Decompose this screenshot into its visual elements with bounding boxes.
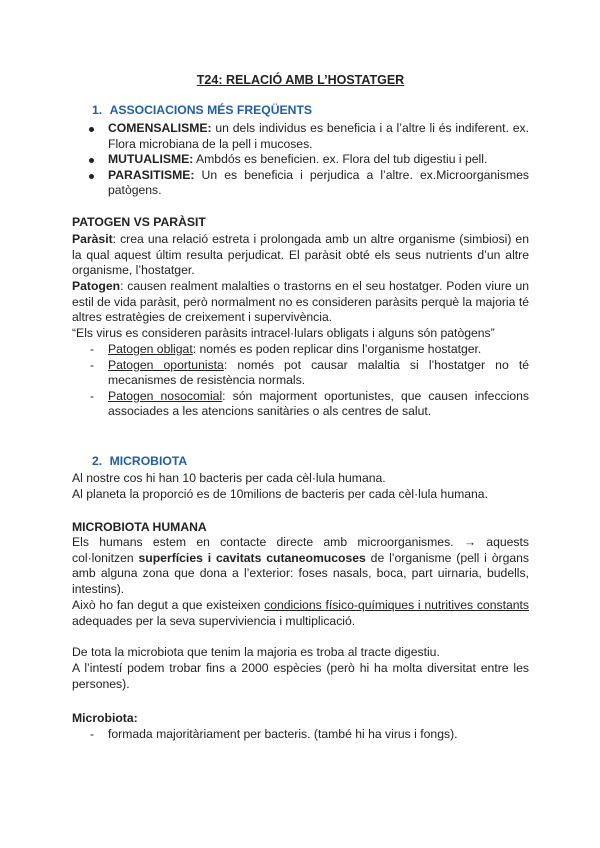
list-item: [72, 342, 529, 358]
parasit-paragraph: [72, 232, 529, 279]
dash-marker: -: [90, 727, 95, 741]
parasit-text: : crea una relació estreta i prolongada amb un altre organisme (simbiosi) en la qual aquest últim resulta perjudicat. El paràsit obté els seus nutrients d’un altre organisme, l’hostatger.: [72, 232, 529, 277]
underlined-term: condicions físico-químiques i nutritives constants: [264, 598, 530, 612]
page-title: T24: RELACIÓ AMB L’HOSTATGER: [196, 73, 405, 87]
list-item: [72, 168, 529, 199]
associations-list: [72, 121, 529, 199]
virus-quote: “Els virus es consideren paràsits intracel·lulars obligats i alguns són patògens”: [72, 326, 495, 340]
patogen-paragraph: [72, 279, 529, 326]
section1-title: ASSOCIACIONS MÉS FREQÜENTS: [109, 103, 313, 117]
section2-line1: Al nostre cos hi han 10 bacteris per cada cèl·lula humana.: [72, 471, 386, 485]
bullet-icon: [89, 168, 94, 184]
list-item: [72, 121, 529, 152]
dash-marker: -: [90, 357, 95, 372]
dash-marker: -: [90, 388, 95, 403]
section2-line2: Al planeta la proporció es de 10milions de bacteris per cada cèl·lula humana.: [72, 487, 488, 501]
humana-paragraph-4: A l’intestí podem trobar fins a 2000 espècies (però hi ha molta diversitat entre les persones).: [72, 661, 529, 691]
list-item-text: Un es beneficia i perjudica a l’altre. ex.Microorganismes patògens.: [108, 167, 529, 197]
section1-number: 1.: [92, 103, 103, 117]
list-item: [72, 389, 529, 420]
list-item-text: : són majorment oportunistes, que causen infeccions associades a les atencions sanitàries o als centres de salut.: [108, 388, 529, 418]
list-item-term: Patogen obligat: [108, 342, 193, 356]
list-item-text: : només es poden replicar dins l’organisme hostatger.: [192, 342, 482, 356]
parasit-term: Paràsit: [72, 232, 113, 246]
list-item-text: Ambdós es beneficien. ex. Flora del tub digestiu i pell.: [193, 152, 488, 166]
highlight-term: superfícies i cavitats cutaneomucoses: [138, 550, 366, 565]
list-item-text: un dels individus es beneficia i a l’altre li és indiferent. ex. Flora microbiana de la pell i mucoses.: [108, 121, 529, 151]
humana-paragraph-1: Els humans estem en contacte directe amb microorganismes. → aquests col·lonitzen superfícies i cavitats cutaneomucoses de l’organisme (pell i òrgans amb alguna zona que dona a l’exterior: foses nasals, boca, part uirnaria, budells, intestins).: [72, 535, 529, 596]
microbiota-list: [72, 727, 529, 743]
bullet-icon: [89, 152, 94, 168]
section1-heading: [72, 103, 529, 119]
patogen-heading: PATOGEN VS PARÀSIT: [72, 215, 206, 229]
list-item-text: formada majoritàriament per bacteris. (també hi ha virus i fongs).: [108, 727, 458, 741]
section2-title: MICROBIOTA: [109, 454, 188, 468]
patogen-term: Patogen: [72, 279, 121, 293]
list-item-term: MUTUALISME:: [108, 152, 194, 166]
list-item-text: : només pot causar malaltia si l’hostatger no té mecanismes de resistència normals.: [108, 357, 530, 387]
list-item: [72, 358, 529, 389]
bullet-icon: [89, 121, 94, 137]
list-item-term: PARASITISME:: [108, 167, 195, 182]
list-item: [72, 152, 529, 168]
section2-number: 2.: [92, 454, 103, 468]
list-item: [72, 727, 529, 743]
microbiota-heading: Microbiota:: [72, 711, 138, 725]
humana-heading: MICROBIOTA HUMANA: [72, 520, 207, 534]
list-item-term: COMENSALISME:: [108, 121, 212, 135]
patogen-text: : causen realment malalties o trastorns en el seu hostatger. Poden viure un estil de vida paràsit, però normalment no es consideren paràsits perquè la majoria té altres estratègies de creixement i supervivència.: [72, 279, 529, 324]
patogen-types-list: [72, 342, 529, 420]
section2-heading: [72, 454, 529, 470]
dash-marker: -: [90, 342, 95, 356]
list-item-term: Patogen nosocomial: [108, 388, 223, 403]
humana-paragraph-3: De tota la microbiota que tenim la majoria es troba al tracte digestiu.: [72, 645, 440, 659]
list-item-term: Patogen oportunista: [108, 357, 224, 372]
humana-paragraph-2: Això ho fan degut a que existeixen condicions físico-químiques i nutritives constants adequades per la seva superviviencia i multiplicació.: [72, 598, 530, 628]
